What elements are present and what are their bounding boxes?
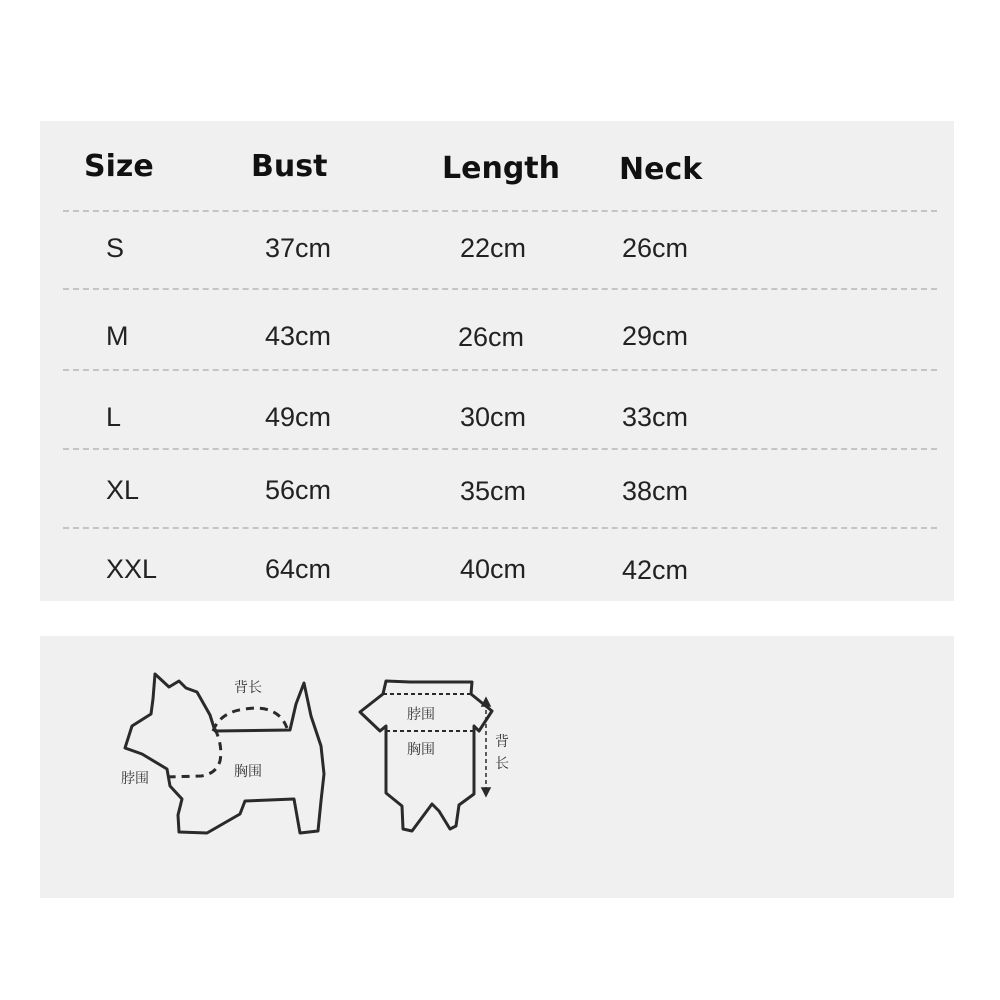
length-value: 40cm xyxy=(460,554,527,584)
bust-value: 37cm xyxy=(265,233,332,263)
garment-back-label-1: 背 xyxy=(495,734,509,750)
neck-value: 33cm xyxy=(622,402,689,432)
back-length-line xyxy=(213,708,287,731)
dog-measure-lines xyxy=(165,708,287,777)
header-length: Length xyxy=(442,151,560,186)
dog-outline-icon xyxy=(125,674,324,833)
length-value: 35cm xyxy=(460,476,527,506)
row-divider xyxy=(63,527,937,529)
row-divider xyxy=(63,448,937,450)
length-value: 26cm xyxy=(458,322,525,352)
measurement-diagram xyxy=(40,636,954,898)
bust-value: 49cm xyxy=(265,402,332,432)
bust-value: 56cm xyxy=(265,475,332,505)
row-divider xyxy=(63,369,937,371)
size-table xyxy=(40,121,954,601)
back-length-arrow xyxy=(482,698,490,796)
neck-value: 38cm xyxy=(622,476,689,506)
header-neck: Neck xyxy=(619,152,703,187)
neck-value: 42cm xyxy=(622,555,689,585)
neck-value: 26cm xyxy=(622,233,689,263)
bust-value: 43cm xyxy=(265,321,332,351)
size-label: XXL xyxy=(106,554,158,584)
size-label: M xyxy=(106,321,129,351)
back-length-label: 背长 xyxy=(234,680,262,696)
length-value: 22cm xyxy=(460,233,527,263)
size-label: L xyxy=(106,402,122,432)
row-divider xyxy=(63,288,937,290)
size-label: S xyxy=(106,233,125,263)
garment-neck-label: 脖围 xyxy=(407,707,435,723)
neck-value: 29cm xyxy=(622,321,689,351)
garment-back-label-2: 长 xyxy=(495,756,509,772)
bust-value: 64cm xyxy=(265,554,332,584)
header-size: Size xyxy=(84,149,154,184)
chest-label: 胸围 xyxy=(234,764,262,780)
garment-chest-label: 胸围 xyxy=(407,742,435,758)
measurement-diagram-panel xyxy=(40,636,954,898)
header-bust: Bust xyxy=(251,149,328,184)
row-divider xyxy=(63,210,937,212)
length-value: 30cm xyxy=(460,402,527,432)
neck-line xyxy=(165,729,221,777)
neck-label: 脖围 xyxy=(121,771,149,787)
size-label: XL xyxy=(106,475,140,505)
